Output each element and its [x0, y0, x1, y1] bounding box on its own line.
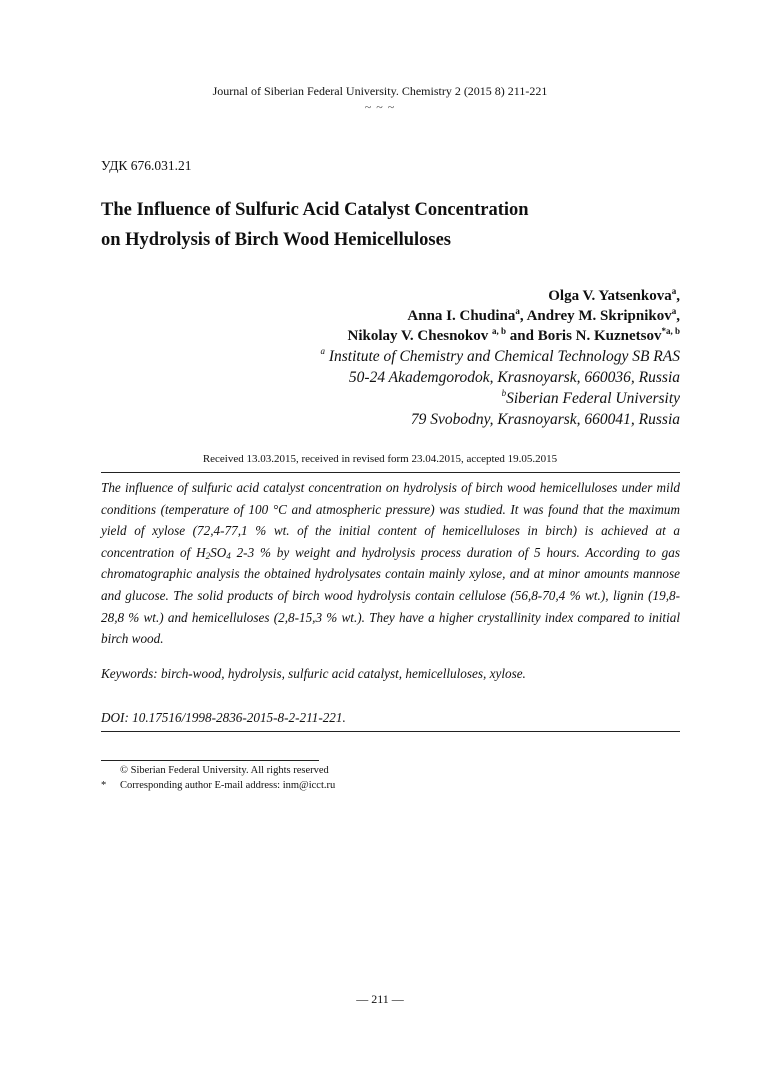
page-number: — 211 —	[356, 992, 404, 1006]
footnote-text: Corresponding author E-mail address: inm@icct.ru	[120, 780, 336, 791]
header-ornament: ~ ~ ~	[364, 100, 396, 114]
abstract	[101, 477, 680, 650]
author-name: Boris N. Kuznetsov	[537, 328, 662, 344]
abstract-text: The influence of sulfuric acid catalyst concentration on hydrolysis of birch wood hemicelluloses under mild conditions (temperature of 100 °C and atmospheric pressure) was studied. It was found that the maximum yield of xylose (72,4-77,1 % wt. of the initial content of hemicelluloses in birch) is achieved at a concentration of H	[101, 480, 680, 560]
affiliation-b-name	[320, 388, 680, 409]
author-conjunction: and	[509, 328, 534, 344]
affiliations	[320, 346, 680, 430]
author-line-2: Anna I. Chudina$^a$, Andrey M. Skripnikov$^a$,	[407, 306, 680, 324]
abstract-text: SO	[210, 544, 227, 560]
abstract-top-rule	[101, 472, 680, 473]
footnote-copyright	[101, 763, 335, 778]
affil-mark: b	[501, 388, 507, 398]
footnote-corresponding	[101, 778, 335, 793]
author-line-1: Olga V. Yatsenkova$^a$,	[548, 286, 680, 304]
affiliation-a-name	[320, 346, 680, 367]
affil-mark: a	[320, 346, 325, 356]
author-name: Nikolay V. Chesnokov	[347, 328, 489, 344]
title-line-2: on Hydrolysis of Birch Wood Hemicelluloses	[101, 230, 451, 250]
author-affil-mark: a	[671, 306, 677, 316]
journal-header: Journal of Siberian Federal University. Chemistry 2 (2015 8) 211-221	[212, 84, 548, 98]
abstract-bottom-rule	[101, 731, 680, 732]
affiliation-a-address: 50-24 Akademgorodok, Krasnoyarsk, 660036, Russia	[348, 369, 680, 386]
doi: DOI: 10.17516/1998-2836-2015-8-2-211-221.	[101, 710, 346, 725]
abstract-text: 2-3 % by weight and hydrolysis process duration of 5 hours. According to gas chromatographic analysis the obtained hydrolysates contain mainly xylose, and at minor amounts mannose and glucose. The solid products of birch wood hydrolysis contain cellulose (56,8-70,4 % wt.), lignin (19,8-28,8 % wt.) and hemicelluloses (2,8-15,3 % wt.). They have a higher crystallinity index compared to initial birch wood.	[101, 544, 680, 647]
author-affil-mark: a	[671, 286, 677, 296]
footnote-mark-blank	[101, 763, 120, 778]
author-line-3	[348, 326, 680, 346]
udc-code: УДК 676.031.21	[101, 158, 192, 173]
author-name: Olga V. Yatsenkova	[548, 288, 672, 304]
article-title	[101, 195, 529, 255]
subscript: 4	[226, 550, 231, 561]
received-dates: Received 13.03.2015, received in revised form 23.04.2015, accepted 19.05.2015	[202, 453, 558, 465]
footnote-mark: *	[101, 780, 107, 791]
title-line-1: The Influence of Sulfuric Acid Catalyst Concentration	[101, 200, 529, 220]
author-affil-mark: *a, b	[661, 326, 680, 336]
author-list	[348, 286, 680, 346]
footnote-text: © Siberian Federal University. All rights reserved	[120, 765, 329, 776]
author-name: Anna I. Chudina	[407, 308, 516, 324]
author-affil-mark: a	[515, 306, 520, 316]
subscript: 2	[205, 550, 211, 561]
affiliation-b-address: 79 Svobodny, Krasnoyarsk, 660041, Russia	[410, 411, 680, 428]
author-name: Andrey M. Skripnikov	[526, 308, 672, 324]
author-affil-mark: a, b	[492, 326, 507, 336]
affil-text: Siberian Federal University	[506, 390, 680, 407]
affil-text: Institute of Chemistry and Chemical Technology SB RAS	[328, 348, 680, 365]
footnote-rule	[101, 760, 319, 761]
keywords: Keywords: birch-wood, hydrolysis, sulfuric acid catalyst, hemicelluloses, xylose.	[101, 666, 526, 681]
footnotes	[101, 763, 335, 793]
